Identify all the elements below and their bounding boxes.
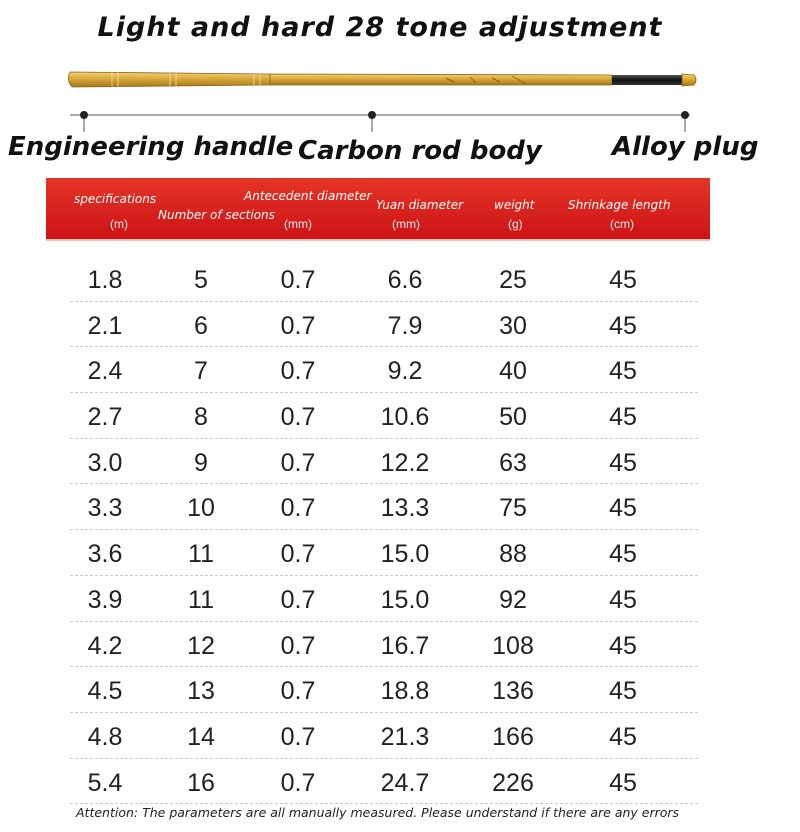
cell-sections: 8: [194, 403, 208, 432]
cell-antecedent-diameter: 0.7: [280, 311, 316, 340]
cell-weight: 40: [499, 357, 527, 386]
cell-antecedent-diameter: 0.7: [280, 540, 316, 569]
header-specifications-unit: (m): [110, 217, 128, 231]
table-row: [70, 622, 698, 668]
cell-weight: 226: [492, 768, 534, 797]
cell-shrinkage-length: 45: [609, 357, 637, 386]
header-weight: weight: [494, 198, 535, 212]
table-row: [70, 713, 698, 759]
cell-specification: 2.1: [87, 311, 123, 340]
cell-sections: 6: [194, 311, 208, 340]
cell-sections: 5: [194, 266, 208, 294]
cell-yuan-diameter: 7.9: [387, 311, 423, 340]
rod-handle: [68, 72, 270, 87]
cell-weight: 75: [499, 494, 527, 523]
cell-antecedent-diameter: 0.7: [280, 494, 316, 523]
cell-antecedent-diameter: 0.7: [280, 357, 316, 386]
cell-specification: 4.5: [87, 677, 123, 706]
table-row: [70, 576, 698, 622]
cell-sections: 13: [187, 677, 215, 706]
cell-shrinkage-length: 45: [609, 448, 637, 477]
cell-yuan-diameter: 6.6: [387, 266, 423, 294]
cell-sections: 16: [187, 768, 215, 797]
pointer-dot-handle: [80, 111, 88, 119]
cell-shrinkage-length: 45: [609, 677, 637, 706]
alloy-plug: [682, 74, 696, 86]
cell-antecedent-diameter: 0.7: [280, 631, 316, 660]
table-row: [70, 302, 698, 348]
header-shrinkage-length-unit: (cm): [610, 217, 634, 231]
cell-weight: 166: [492, 722, 534, 751]
cell-shrinkage-length: 45: [609, 631, 637, 660]
cell-specification: 2.4: [87, 357, 123, 386]
cell-weight: 88: [499, 540, 527, 569]
cell-yuan-diameter: 15.0: [380, 540, 430, 569]
table-row: [70, 667, 698, 713]
cell-yuan-diameter: 10.6: [380, 403, 430, 432]
cell-specification: 2.7: [87, 403, 123, 432]
cell-yuan-diameter: 18.8: [380, 677, 430, 706]
header-antecedent-diameter-unit: (mm): [284, 217, 312, 231]
cell-antecedent-diameter: 0.7: [280, 677, 316, 706]
cell-specification: 3.3: [87, 494, 123, 523]
cell-shrinkage-length: 45: [609, 585, 637, 614]
fishing-rod-illustration: [0, 60, 800, 140]
cell-specification: 5.4: [87, 768, 123, 797]
cell-weight: 25: [499, 266, 527, 294]
cell-weight: 108: [492, 631, 534, 660]
cell-antecedent-diameter: 0.7: [280, 768, 316, 797]
cell-sections: 11: [188, 585, 214, 614]
header-antecedent-diameter: Antecedent diameter: [244, 189, 372, 203]
cell-yuan-diameter: 16.7: [380, 631, 430, 660]
table-header: [46, 178, 710, 241]
page-title: Light and hard 28 tone adjustment: [97, 12, 663, 43]
cell-weight: 63: [499, 448, 527, 477]
cell-sections: 12: [187, 631, 215, 660]
header-number-of-sections: Number of sections: [158, 208, 275, 222]
header-shrinkage-length: Shrinkage length: [568, 198, 671, 212]
spec-table-body: [70, 256, 698, 804]
pointer-dot-body: [368, 111, 376, 119]
cell-specification: 3.9: [87, 585, 123, 614]
header-yuan-diameter-unit: (mm): [392, 217, 420, 231]
cell-shrinkage-length: 45: [609, 768, 637, 797]
label-carbon-rod-body: Carbon rod body: [298, 136, 542, 166]
cell-weight: 50: [499, 403, 527, 432]
rod-body: [270, 74, 612, 85]
cell-antecedent-diameter: 0.7: [280, 722, 316, 751]
rod-grip-black: [612, 75, 682, 85]
cell-sections: 9: [194, 448, 208, 477]
cell-sections: 7: [194, 357, 208, 386]
cell-sections: 10: [187, 494, 215, 523]
cell-weight: 30: [499, 311, 527, 340]
cell-antecedent-diameter: 0.7: [280, 403, 316, 432]
pointer-dot-plug: [681, 111, 689, 119]
cell-sections: 11: [188, 540, 214, 569]
cell-specification: 1.8: [87, 266, 123, 294]
table-row: [70, 530, 698, 576]
header-yuan-diameter: Yuan diameter: [376, 198, 464, 212]
cell-specification: 3.0: [87, 448, 123, 477]
cell-antecedent-diameter: 0.7: [280, 266, 316, 294]
label-alloy-plug: Alloy plug: [612, 132, 759, 162]
measurement-disclaimer: Attention: The parameters are all manually measured. Please understand if there are any errors: [76, 805, 680, 820]
cell-yuan-diameter: 13.3: [380, 494, 430, 523]
label-engineering-handle: Engineering handle: [8, 132, 294, 162]
header-specifications: specifications: [74, 192, 157, 206]
cell-specification: 4.8: [87, 722, 123, 751]
cell-sections: 14: [187, 722, 215, 751]
cell-yuan-diameter: 15.0: [380, 585, 430, 614]
cell-shrinkage-length: 45: [609, 266, 637, 294]
cell-yuan-diameter: 21.3: [380, 722, 430, 751]
table-row: [70, 439, 698, 485]
table-row: [70, 393, 698, 439]
cell-shrinkage-length: 45: [609, 722, 637, 751]
table-row: [70, 759, 698, 805]
cell-shrinkage-length: 45: [609, 311, 637, 340]
table-row: [70, 256, 698, 302]
header-weight-unit: (g): [508, 217, 523, 231]
cell-yuan-diameter: 24.7: [380, 768, 430, 797]
cell-yuan-diameter: 9.2: [387, 357, 423, 386]
cell-shrinkage-length: 45: [609, 494, 637, 523]
cell-antecedent-diameter: 0.7: [280, 585, 316, 614]
table-row: [70, 347, 698, 393]
cell-specification: 3.6: [87, 540, 123, 569]
cell-weight: 92: [499, 585, 527, 614]
cell-shrinkage-length: 45: [609, 403, 637, 432]
cell-shrinkage-length: 45: [609, 540, 637, 569]
table-row: [70, 484, 698, 530]
cell-specification: 4.2: [87, 631, 123, 660]
cell-weight: 136: [492, 677, 534, 706]
cell-yuan-diameter: 12.2: [380, 448, 430, 477]
cell-antecedent-diameter: 0.7: [280, 448, 316, 477]
